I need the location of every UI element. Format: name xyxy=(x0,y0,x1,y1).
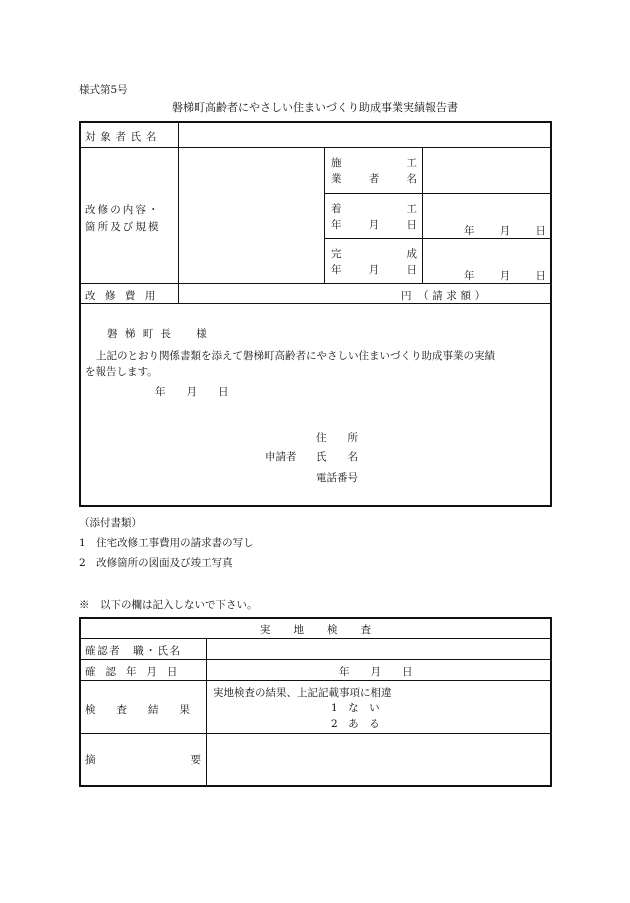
office-use-note: ※ 以下の欄は記入しないで下さい。 xyxy=(79,599,258,611)
remarks-field[interactable] xyxy=(210,736,548,783)
report-body-line-1: 上記のとおり関係書類を添えて磐梯町高齢者にやさしい住まいづくり助成事業の実績 xyxy=(96,350,495,362)
applicant-label: 申請者 xyxy=(265,451,297,463)
check-date-value[interactable]: 年 月 日 xyxy=(339,666,413,678)
cost-label: 改修費用 xyxy=(85,290,165,302)
address-label: 住 所 xyxy=(316,432,358,444)
cost-note: （請求額） xyxy=(418,290,489,302)
completion-date-label: 完 成 年 月 日 xyxy=(331,248,417,276)
content-field[interactable] xyxy=(182,151,320,279)
result-option-some[interactable]: 2 あ る xyxy=(331,718,380,730)
remarks-label: 摘 要 xyxy=(85,754,201,766)
contractor-label: 施 工 業 者 名 xyxy=(331,157,417,185)
phone-label: 電話番号 xyxy=(316,472,358,484)
attachment-item: 1 住宅改修工事費用の請求書の写し xyxy=(79,537,254,549)
cost-unit: 円 xyxy=(401,290,412,302)
form-number: 様式第5号 xyxy=(79,84,128,96)
cost-field[interactable] xyxy=(182,286,548,301)
report-body-line-2: を報告します。 xyxy=(85,366,158,378)
checker-label: 確認者 職・氏名 xyxy=(85,645,182,657)
start-date-label: 着 工 年 月 日 xyxy=(331,203,417,231)
completion-date-field[interactable]: 年 月 日 xyxy=(464,270,546,282)
checker-field[interactable] xyxy=(210,641,548,656)
addressee: 磐梯町長 様 xyxy=(107,328,215,340)
report-date: 年 月 日 xyxy=(155,386,229,398)
result-label: 検査結果 xyxy=(85,704,211,716)
attachment-item: 2 改修箇所の図面及び竣工写真 xyxy=(79,557,233,569)
subject-name-label: 対象者氏名 xyxy=(85,131,162,143)
content-label: 改修の内容・ 箇所及び規模 xyxy=(85,204,161,233)
subject-name-field[interactable] xyxy=(182,125,548,144)
applicant-name-label: 氏 名 xyxy=(316,451,358,463)
attachments-heading: （添付書類） xyxy=(79,517,142,529)
start-date-field[interactable]: 年 月 日 xyxy=(464,225,546,237)
inspection-header: 実地検査 xyxy=(259,624,395,636)
check-date-label: 確認年月日 xyxy=(85,666,188,678)
contractor-field[interactable] xyxy=(426,151,548,190)
page-title: 磐梯町高齢者にやさしい住まいづくり助成事業実績報告書 xyxy=(172,101,458,114)
result-option-none[interactable]: 1 な い xyxy=(331,702,380,714)
result-text: 実地検査の結果、上記記載事項に相違 xyxy=(213,687,392,699)
